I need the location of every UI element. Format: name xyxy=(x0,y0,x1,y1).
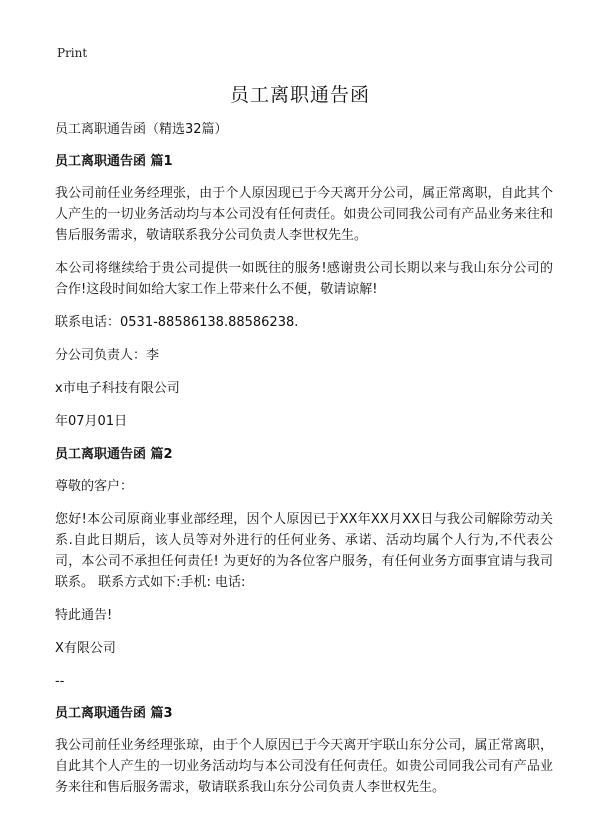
salutation: 尊敬的客户： xyxy=(55,479,134,494)
notice-date: 年07月01日 xyxy=(55,414,128,429)
branch-manager: 分公司负责人：李 xyxy=(55,348,160,363)
section-1-paragraph: 我公司前任业务经理张，由于个人原因现已于今天离开分公司，属正常离职，自此其个人产生的一切业务活动均与本公司没有任何责任。如贵公司同我公司有产品业务来往和售后服务需求，敬请联系我分公司负责人李世权先生。 xyxy=(55,186,553,243)
section-heading-2: 员工离职通告函 篇2 xyxy=(55,447,173,462)
section-1-paragraph: 本公司将继续给于贵公司提供一如既往的服务!感谢贵公司长期以来与我山东分公司的合作!这段时间如给大家工作上带来什么不便，敬请谅解! xyxy=(55,261,553,297)
section-3-paragraph: 我公司前任业务经理张琼，由于个人原因已于今天离开宇联山东分公司，属正常离职，自此其个人产生的一切业务活动均与本公司没有任何责任。如贵公司同我公司有产品业务来往和售后服务需求，敬请联系我山东分公司负责人李世权先生。 xyxy=(55,738,553,795)
section-2-paragraph: 您好!本公司原商业事业部经理，因个人原因已于XX年XX月XX日与我公司解除劳动关系.自此日期后，该人员等对外进行的任何业务、承诺、活动均属个人行为,不代表公司，本公司不承担任何责任! 为更好的为各位客户服务，有任何业务方面事宜请与我司联系。 联系方式如下:手机: 电话: xyxy=(55,512,553,590)
section-heading-1: 员工离职通告函 篇1 xyxy=(55,154,173,169)
notice-closing: 特此通告! xyxy=(55,608,113,623)
page-title: 员工离职通告函 xyxy=(229,84,370,106)
print-link[interactable]: Print xyxy=(57,46,88,60)
document-subtitle: 员工离职通告函（精选32篇） xyxy=(55,122,228,137)
contact-phone: 联系电话：0531-88586138.88586238. xyxy=(55,315,299,330)
document-body xyxy=(55,119,553,810)
company-name: X有限公司 xyxy=(55,641,116,656)
section-heading-3: 员工离职通告函 篇3 xyxy=(55,706,173,721)
separator: -- xyxy=(55,674,65,689)
company-name: x市电子科技有限公司 xyxy=(55,381,180,396)
